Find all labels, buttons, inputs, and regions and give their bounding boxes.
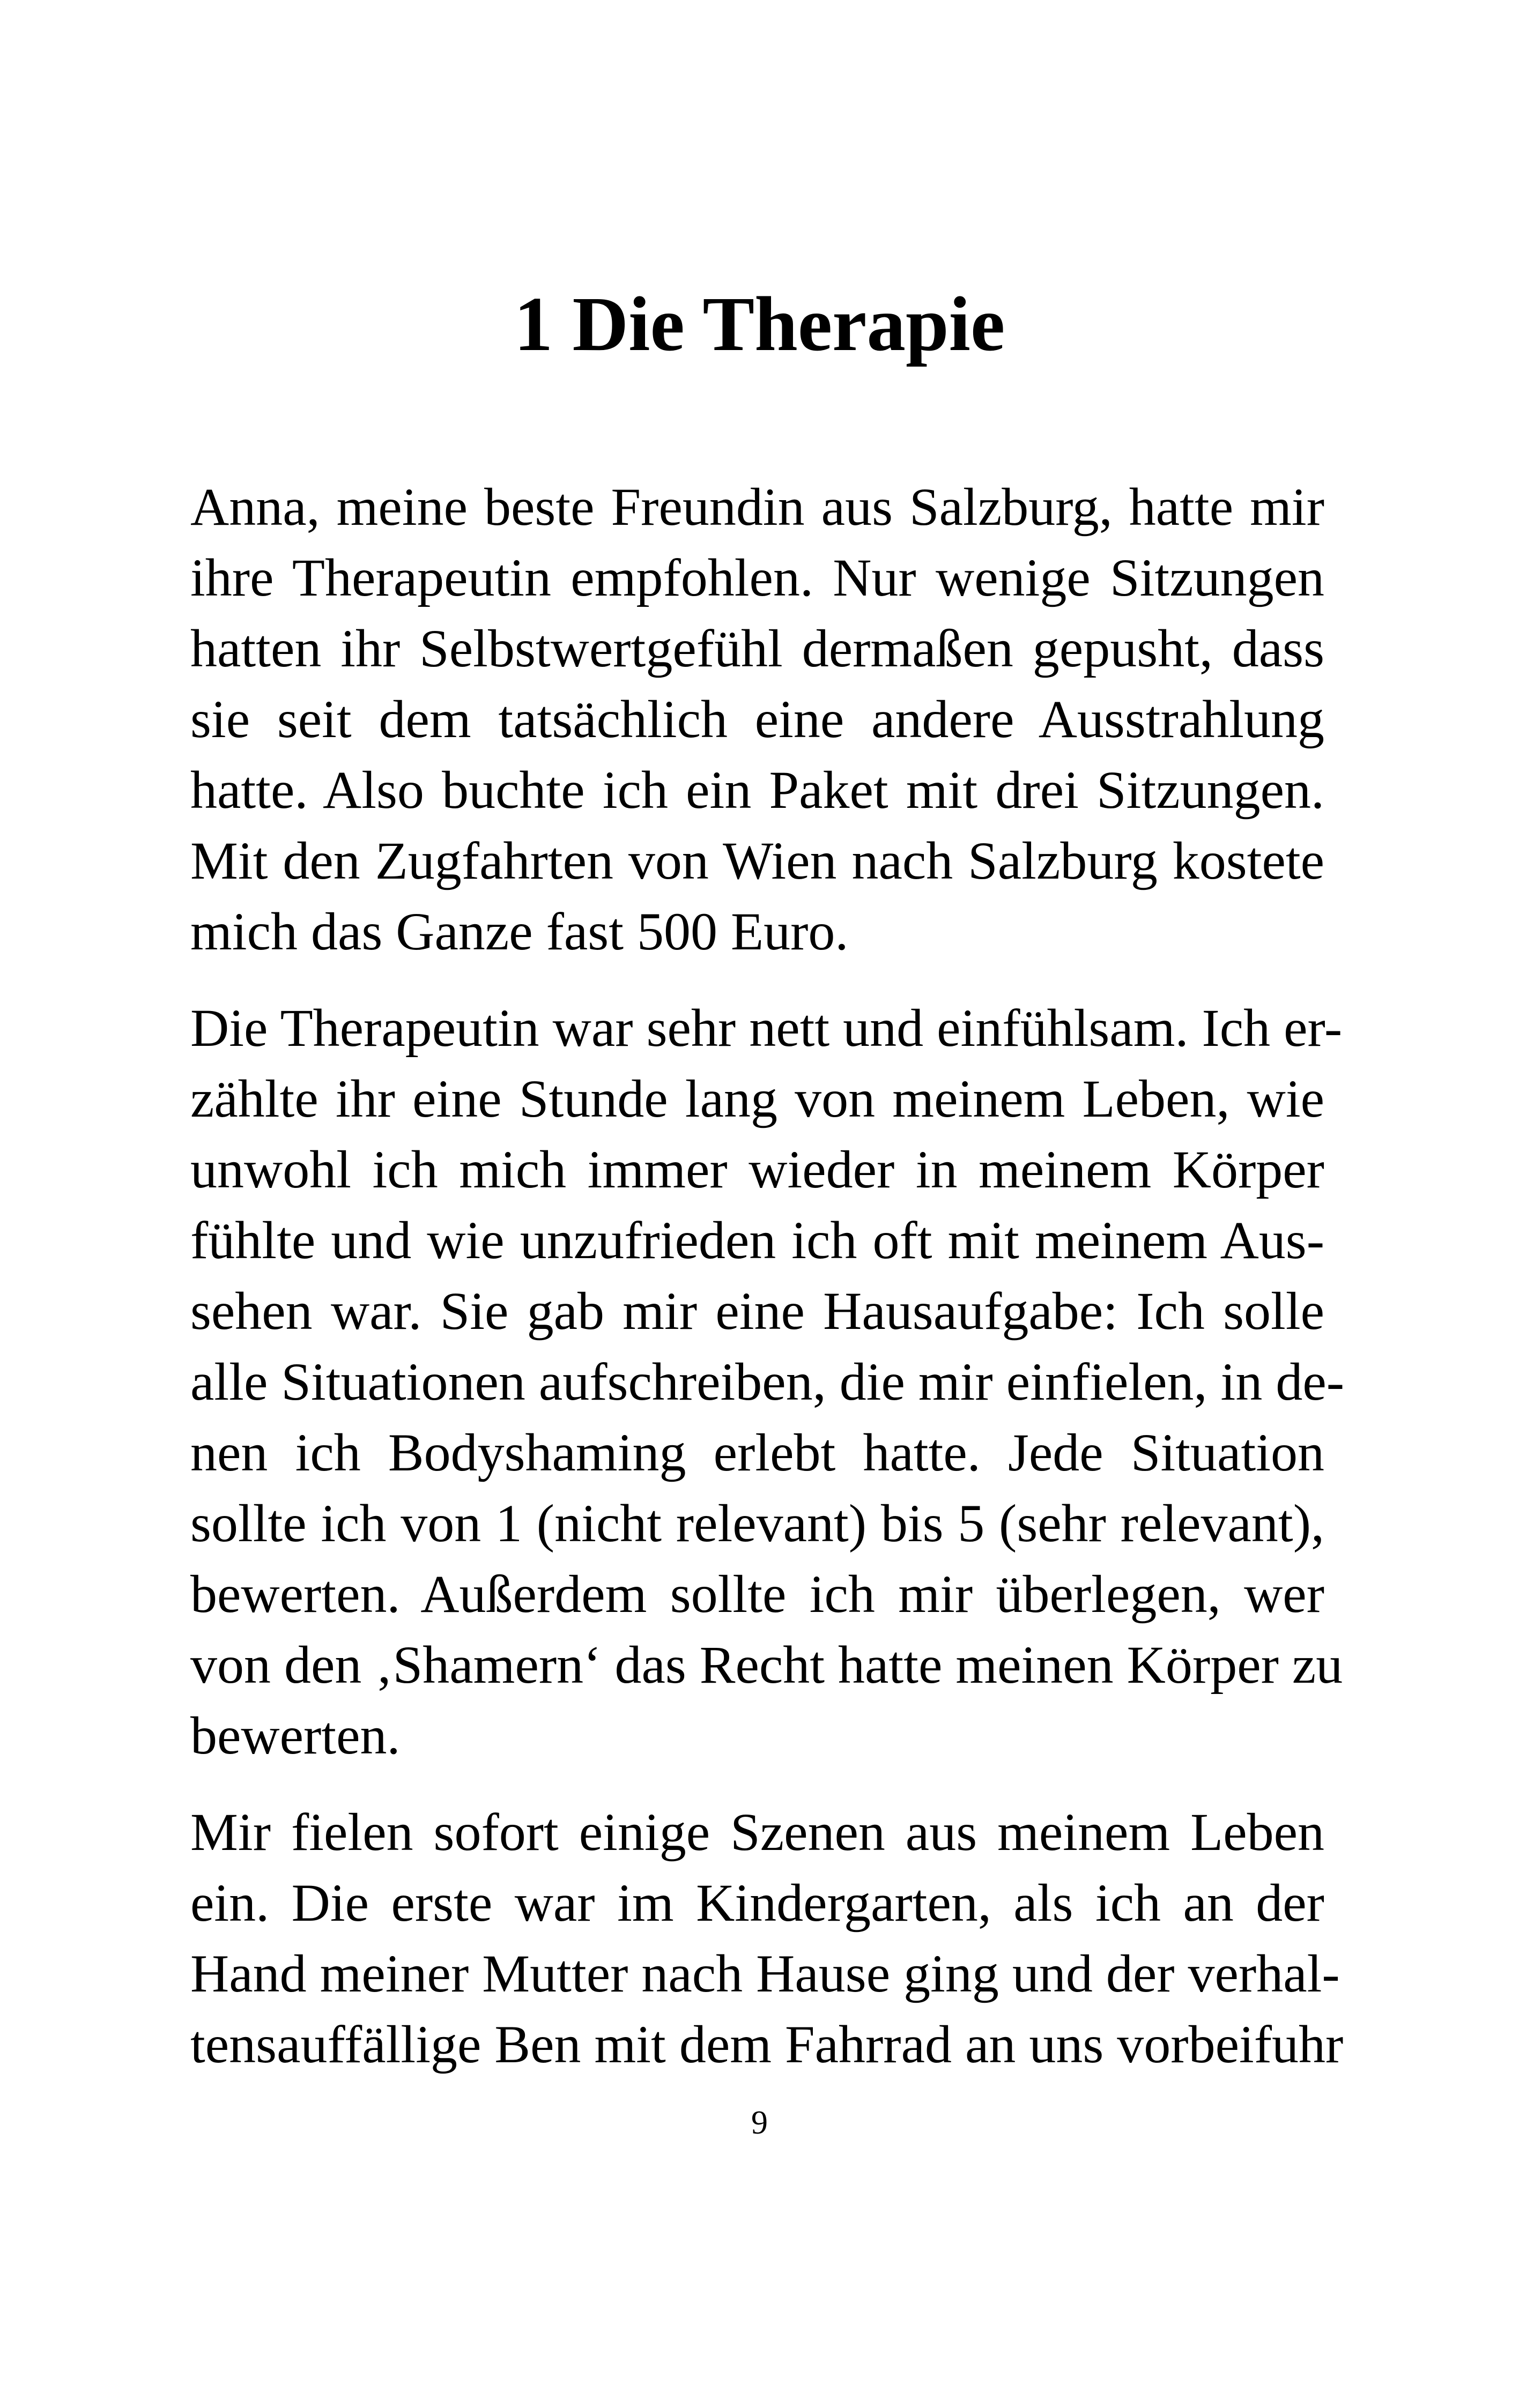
text-line: unwohl ich mich immer wieder in meinem Körper — [190, 1140, 1324, 1199]
text-line: sie seit dem tatsächlich eine andere Ausstrahlung — [190, 689, 1324, 749]
page-number: 9 — [751, 2105, 768, 2141]
text-line: alle Situationen aufschreiben, die mir einfielen, in de- — [190, 1352, 1345, 1411]
text-line: ein. Die erste war im Kindergarten, als ich an der — [190, 1873, 1324, 1933]
text-line: Mit den Zugfahrten von Wien nach Salzburg kostete — [190, 831, 1324, 890]
text-line: bewerten. Außerdem sollte ich mir überlegen, wer — [190, 1564, 1324, 1624]
text-line: hatten ihr Selbstwertgefühl dermaßen gepusht, dass — [190, 619, 1324, 678]
paragraph-2 — [190, 993, 1345, 1771]
text-line: Hand meiner Mutter nach Hause ging und der verhal- — [190, 1944, 1340, 2003]
text-line: sehen war. Sie gab mir eine Hausaufgabe: Ich solle — [190, 1281, 1324, 1341]
text-line: nen ich Bodyshaming erlebt hatte. Jede Situation — [190, 1423, 1324, 1482]
text-line: fühlte und wie unzufrieden ich oft mit meinem Aus- — [190, 1210, 1324, 1270]
paragraph-3 — [190, 1797, 1344, 2080]
body-text — [190, 472, 1345, 2106]
text-line: ihre Therapeutin empfohlen. Nur wenige Sitzungen — [190, 548, 1324, 607]
text-line: Die Therapeutin war sehr nett und einfühlsam. Ich er- — [190, 998, 1343, 1058]
text-line: von den ‚Shamern‘ das Recht hatte meinen Körper zu — [190, 1635, 1343, 1694]
paragraph-1 — [190, 472, 1324, 967]
chapter-title: 1 Die Therapie — [514, 281, 1005, 367]
text-line: tensauffällige Ben mit dem Fahrrad an uns vorbeifuhr — [190, 2015, 1344, 2074]
text-line: Anna, meine beste Freundin aus Salzburg, hatte mir — [190, 477, 1324, 537]
text-line: bewerten. — [190, 1706, 401, 1765]
text-line: hatte. Also buchte ich ein Paket mit drei Sitzungen. — [190, 760, 1324, 820]
text-line: mich das Ganze fast 500 Euro. — [190, 902, 849, 961]
text-line: Mir fielen sofort einige Szenen aus meinem Leben — [190, 1802, 1324, 1862]
text-line: zählte ihr eine Stunde lang von meinem Leben, wie — [190, 1069, 1324, 1128]
text-line: sollte ich von 1 (nicht relevant) bis 5 (sehr relevant), — [190, 1493, 1324, 1553]
